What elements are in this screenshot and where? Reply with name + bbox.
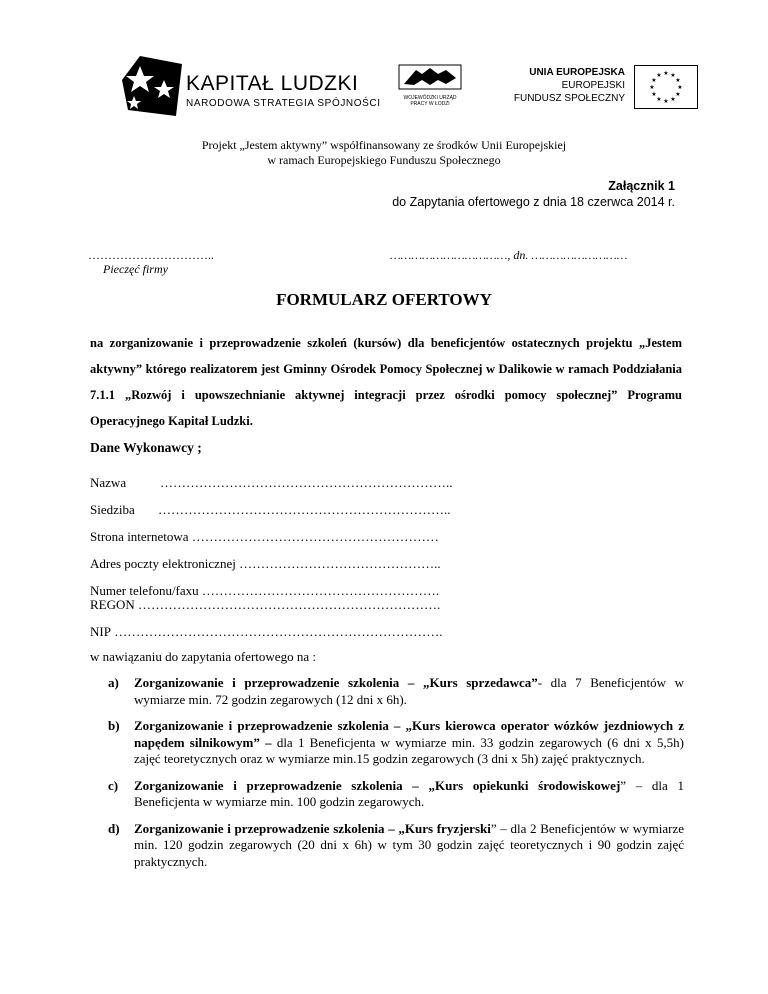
- svg-text:★: ★: [675, 77, 681, 84]
- annex-subtitle: do Zapytania ofertowego z dnia 18 czerwca 2014 r.: [392, 195, 675, 209]
- wup-text: WOJEWÓDZKI URZĄD PRACY W ŁODZI: [403, 95, 457, 107]
- stamp-dots: …………………………..: [88, 248, 214, 262]
- stamp-label: Pieczęć firmy: [103, 262, 168, 276]
- item-detail: - dla 7 Beneficjentów w wymiarze min. 72 godzin zegarowych (12 dni x 6h).: [134, 675, 684, 707]
- project-info: [0, 138, 768, 168]
- eu-flag-icon: [634, 65, 698, 109]
- svg-text:★: ★: [656, 96, 662, 103]
- item-marker: d): [108, 820, 120, 836]
- contractor-section-title: Dane Wykonawcy ;: [90, 440, 202, 455]
- field-label: REGON: [90, 597, 135, 612]
- eu-logo-text: [505, 66, 625, 105]
- training-list: [108, 675, 684, 880]
- field-label: NIP: [90, 624, 111, 639]
- field-siedziba[interactable]: [90, 502, 451, 518]
- svg-text:★: ★: [656, 72, 662, 79]
- lead-text: w nawiązaniu do zapytania ofertowego na :: [90, 649, 316, 664]
- field-label: Numer telefonu/faxu: [90, 583, 199, 598]
- svg-text:★: ★: [649, 84, 655, 91]
- item-detail: dla 1 Beneficjenta w wymiarze min. 33 godzin zegarowych (6 dni x 5,5h) zajęć teoretycznych oraz w wymiarze min.15 godzin zegarowych (3 dni x 5h) zajęć praktycznych.: [134, 734, 684, 766]
- field-dots: …………………………………………………………..: [160, 475, 453, 490]
- item-title: Zorganizowanie i przeprowadzenie szkolenia – „Kurs opiekunki środowiskowej: [134, 777, 621, 793]
- list-item: [108, 821, 684, 871]
- item-title: Zorganizowanie i przeprowadzenie szkolenia – „Kurs fryzjerski: [134, 820, 491, 836]
- svg-text:★: ★: [651, 91, 657, 98]
- kapital-ludzki-subtitle: NARODOWA STRATEGIA SPÓJNOŚCI: [186, 98, 381, 109]
- field-dots: …………………………………………………: [191, 529, 439, 544]
- svg-text:★: ★: [677, 84, 683, 91]
- project-line-1: Projekt „Jestem aktywny” współfinansowany ze środków Unii Europejskiej: [201, 138, 567, 152]
- wup-logo: [398, 64, 462, 106]
- field-nip[interactable]: [90, 624, 442, 640]
- list-item: [108, 718, 684, 768]
- form-intro: na zorganizowanie i przeprowadzenie szkoleń (kursów) dla beneficjentów ostatecznych projektu „Jestem aktywny” którego realizatorem jest Gminny Ośrodek Pomocy Społecznej w Dalikowie w ramach Poddziałania 7.1.1 „Rozwój i upowszechnianie aktywnej integracji przez ośrodki pomocy społecznej” Programu Operacyjnego Kapitał Ludzki.: [90, 336, 682, 428]
- field-nazwa[interactable]: [90, 475, 453, 491]
- annex-title: Załącznik 1: [608, 179, 675, 193]
- field-dots: ………………………………………..: [239, 556, 441, 571]
- svg-text:★: ★: [670, 96, 676, 103]
- eu-line2: EUROPEJSKI: [561, 80, 625, 91]
- svg-text:★: ★: [675, 91, 681, 98]
- field-dots: …………………………………………………………..: [158, 502, 451, 517]
- field-dots: ………………………………………………………………….: [114, 624, 443, 639]
- eu-line3: FUNDUSZ SPOŁECZNY: [513, 93, 625, 104]
- field-label: Nazwa: [90, 475, 127, 490]
- field-label: Strona internetowa: [90, 529, 189, 544]
- field-strona-internetowa[interactable]: [90, 529, 439, 545]
- svg-text:★: ★: [663, 98, 669, 105]
- field-regon-line[interactable]: [90, 597, 440, 613]
- list-item: [108, 778, 684, 811]
- list-item: [108, 675, 684, 708]
- kapital-ludzki-emblem-icon: [120, 52, 190, 120]
- place-date-line: ……………………………, dn. ………………………: [390, 248, 628, 262]
- field-dots: …………………………………………………………….: [138, 597, 441, 612]
- item-marker: a): [108, 675, 119, 690]
- item-detail: ” – dla 2 Beneficjentów w wymiarze min. 120 godzin zegarowych (20 dni x 6h) w tym 30 godzin zajęć teoretycznych i 90 godzin zajęć praktycznych.: [134, 820, 684, 869]
- field-email[interactable]: [90, 556, 441, 572]
- project-line-2: w ramach Europejskiego Funduszu Społecznego: [267, 153, 501, 167]
- item-detail: ” – dla 1 Beneficjenta w wymiarze min. 100 godzin zegarowych.: [134, 777, 685, 809]
- item-title: Zorganizowanie i przeprowadzenie szkolenia – „Kurs sprzedawca”: [134, 675, 538, 690]
- eu-line1: UNIA EUROPEJSKA: [529, 67, 625, 78]
- svg-text:★: ★: [670, 72, 676, 79]
- field-dots: ……………………………………………….: [201, 583, 440, 598]
- kapital-ludzki-title: KAPITAŁ LUDZKI: [186, 72, 359, 95]
- svg-text:★: ★: [651, 77, 657, 84]
- wup-emblem-icon: [398, 64, 462, 90]
- item-marker: c): [108, 777, 119, 793]
- item-title: Zorganizowanie i przeprowadzenie szkolenia – „Kurs kierowca operator wózków jezdniowych z napędem silnikowym” –: [134, 718, 684, 750]
- form-title: FORMULARZ OFERTOWY: [276, 290, 492, 309]
- item-marker: b): [108, 718, 120, 733]
- annex-header: [392, 178, 675, 210]
- field-label: Siedziba: [90, 502, 135, 517]
- svg-text:★: ★: [663, 70, 669, 77]
- kapital-ludzki-logo: [120, 52, 381, 120]
- field-label: Adres poczty elektronicznej: [90, 556, 236, 571]
